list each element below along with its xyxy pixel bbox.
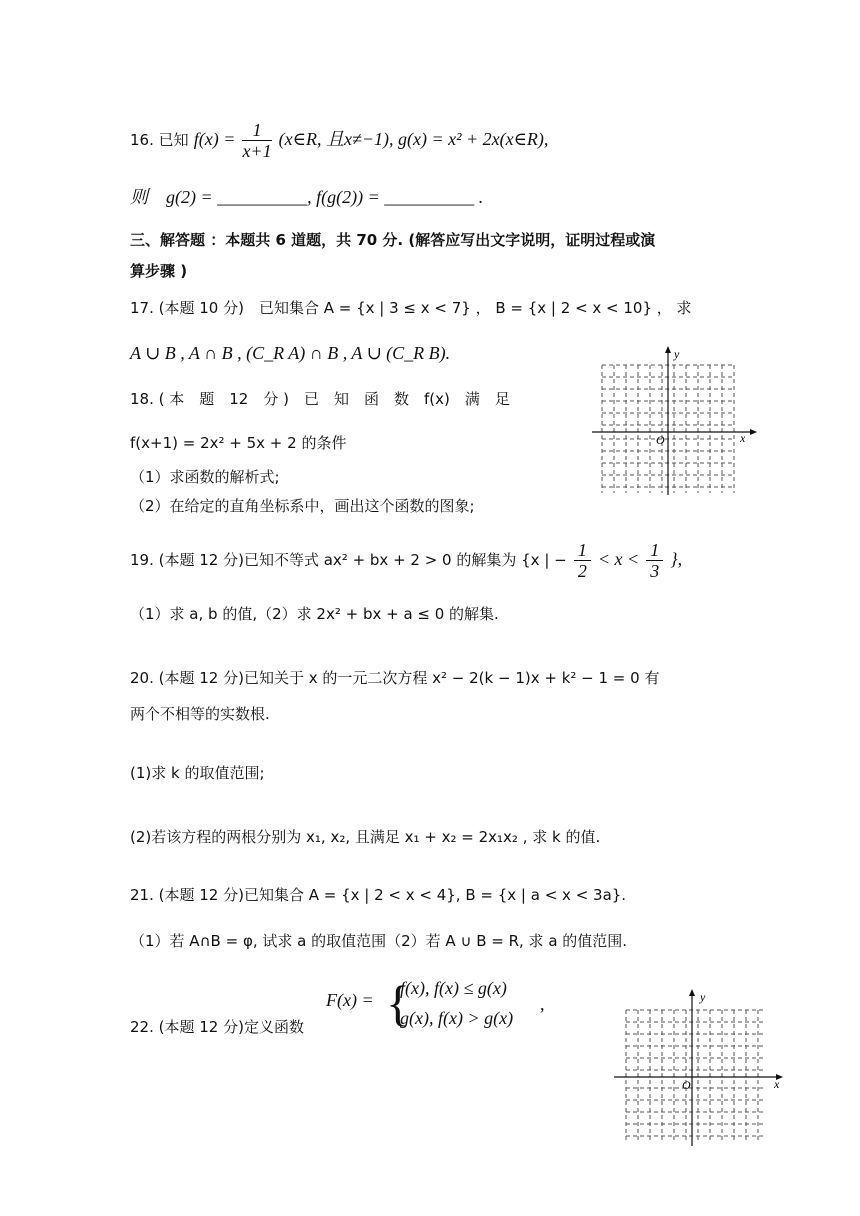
y-axis-label-2: y [700, 990, 706, 1004]
q19-frac1 [574, 540, 591, 581]
x-axis-label-2: x [774, 1077, 780, 1091]
q22-line1: 22. (本题 12 分)定义函数 [130, 1018, 304, 1036]
origin-label-1: O [656, 433, 665, 447]
q19-line2: （1）求 a, b 的值,（2）求 2x² + bx + a ≤ 0 的解集. [130, 605, 499, 623]
q20-line1: 20. (本题 12 分)已知关于 x 的一元二次方程 x² − 2(k − 1)x + k² − 1 = 0 有 [130, 669, 660, 687]
q18-part2: （2）在给定的直角坐标系中，画出这个函数的图象; [130, 497, 475, 515]
q19-frac1-den: 2 [577, 561, 587, 581]
q20-part1: (1)求 k 的取值范围; [130, 764, 265, 782]
coordinate-grid-2 [612, 988, 787, 1148]
q16-line1 [130, 120, 548, 161]
q19-frac1-num: 1 [574, 540, 591, 561]
q22-case1: f(x), f(x) ≤ g(x) [400, 978, 507, 998]
section3-heading: 三、解答题 ：本题共 6 道题，共 70 分. (解答应写出文字说明，证明过程或演 [130, 231, 656, 249]
q19-frac2 [646, 540, 663, 581]
q16-fraction [242, 120, 271, 161]
q17-line1 [130, 297, 692, 318]
q19-line1 [130, 540, 682, 581]
q19-frac2-den: 3 [650, 561, 660, 581]
q19-frac2-num: 1 [646, 540, 663, 561]
q22-F-left: F(x) = [326, 990, 374, 1010]
q20-line2: 两个不相等的实数根. [130, 705, 270, 723]
q16-prefix: 16. 已知 [130, 131, 189, 149]
q19-middle: < x < [597, 549, 640, 569]
origin-label-2: O [682, 1078, 691, 1092]
q22-case-end: , [540, 994, 545, 1014]
q19-suffix: }, [670, 549, 683, 569]
y-axis-label-1: y [674, 347, 680, 361]
q18-part1: （1）求函数的解析式; [130, 468, 280, 486]
q18-line1: 18. ( 本 题 12 分 ) 已 知 函 数 f(x) 满 足 [130, 390, 510, 408]
q19-text: 19. (本题 12 分)已知不等式 ax² + bx + 2 > 0 的解集为 {x | − [130, 551, 567, 569]
q16-line2 [130, 183, 483, 209]
q21-line2: （1）若 A∩B = φ, 试求 a 的取值范围（2）若 A ∪ B = R, 求 a 的值范围. [130, 932, 628, 950]
q16-blanks: 则 g(2) = __________, f(g(2)) = __________ . [130, 187, 484, 207]
q18-condition: f(x+1) = 2x² + 5x + 2 的条件 [130, 434, 347, 452]
q16-frac-num: 1 [242, 120, 271, 141]
q22-brace: { [386, 975, 410, 1031]
q20-part2: (2)若该方程的两根分别为 x₁, x₂, 且满足 x₁ + x₂ = 2x₁x₂ , 求 k 的值. [130, 828, 601, 846]
q16-frac-den: x+1 [242, 141, 272, 161]
q17-text: 17. (本题 10 分) 已知集合 A = {x | 3 ≤ x < 7} ， B = {x | 2 < x < 10} ， 求 [130, 299, 692, 317]
q16-f-left: f(x) = [193, 129, 236, 149]
q17-line2: A ∪ B , A ∩ B , (C_R A) ∩ B , A ∪ (C_R B). [130, 343, 451, 363]
q18-line2 [130, 432, 346, 453]
q16-f-right: (x∈R, 且x≠−1), g(x) = x² + 2x(x∈R), [278, 129, 549, 149]
section3-heading-cont: 算步骤 ) [130, 262, 188, 280]
q21-line1: 21. (本题 12 分)已知集合 A = {x | 2 < x < 4}, B = {x | a < x < 3a}. [130, 886, 627, 904]
q22-case2: g(x), f(x) > g(x) [400, 1008, 514, 1028]
coordinate-grid-1 [590, 345, 760, 500]
x-axis-label-1: x [740, 431, 746, 445]
